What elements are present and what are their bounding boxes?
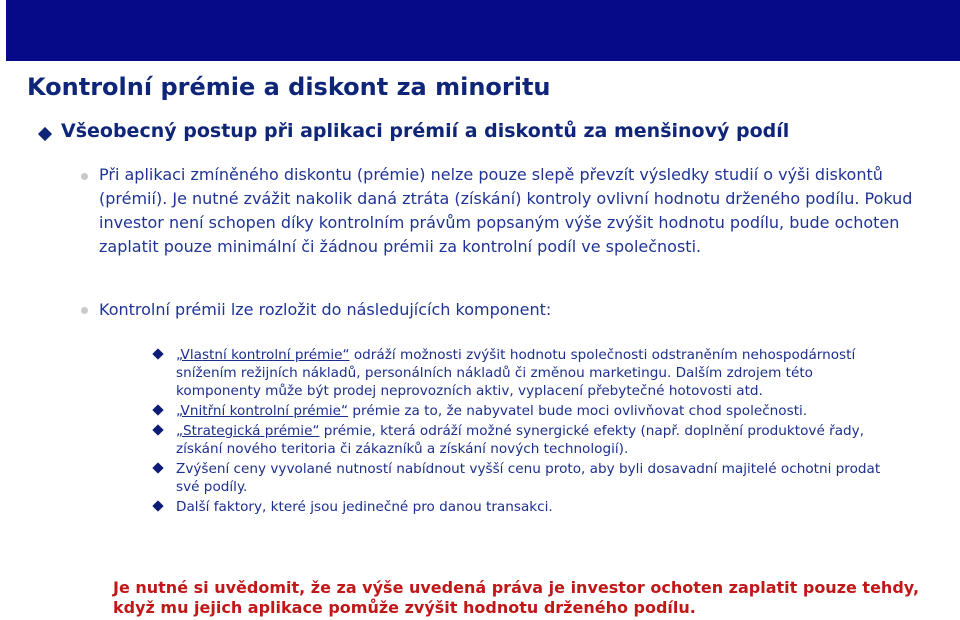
item-term: „Strategická prémie“ [176, 423, 320, 439]
component-list [150, 346, 890, 518]
section-heading-text: Všeobecný postup při aplikaci prémií a diskontů za menšinový podíl [61, 120, 790, 142]
list-item [150, 402, 890, 420]
item-term: „Vnitřní kontrolní prémie“ [176, 403, 349, 419]
item-text: prémie, která odráží možné synergické efekty (např. doplnění produktové řady, získání nového teritoria či zákazníků a získání nových technologií). [176, 423, 865, 457]
paragraph [99, 298, 919, 322]
diamond-bullet-icon [152, 500, 163, 511]
round-bullet-icon [81, 173, 88, 180]
diamond-bullet-icon [152, 348, 163, 359]
item-text: Zvýšení ceny vyvolané nutností nabídnout vyšší cenu proto, aby byli dosavadní majitelé ochotni prodat své podíly. [176, 461, 881, 495]
diamond-bullet-icon [152, 462, 163, 473]
paragraph-text: Při aplikaci zmíněného diskontu (prémie) nelze pouze slepě převzít výsledky studií o výši diskontů (prémií). Je nutné zvážit nakolik daná ztráta (získání) kontroly ovlivní hodnotu drženého podílu. Pokud investor není schopen díky kontrolním právům popsaným výše zvýšit hodnotu podílu, bude ochoten zaplatit pouze minimální či žádnou prémii za kontrolní podíl ve společnosti. [99, 165, 913, 256]
item-text: odráží možnosti zvýšit hodnotu společnosti odstraněním nehospodárností snížením režijních nákladů, personálních nákladů či změnou marketingu. Dalším zdrojem této komponenty může být prodej neprovozních aktiv, vyplacení přebytečné hotovosti atd. [176, 347, 856, 399]
item-term: „Vlastní kontrolní prémie“ [176, 347, 350, 363]
diamond-bullet-icon [152, 424, 163, 435]
header-bar [6, 0, 960, 61]
slide-title: Kontrolní prémie a diskont za minoritu [27, 73, 551, 101]
item-text: Další faktory, které jsou jedinečné pro danou transakci. [176, 499, 553, 515]
diamond-bullet-icon [152, 404, 163, 415]
highlight-note: Je nutné si uvědomit, že za výše uvedená práva je investor ochoten zaplatit pouze tehdy, když mu jejich aplikace pomůže zvýšit hodnotu drženého podílu. [113, 578, 920, 617]
paragraph [99, 163, 919, 259]
list-item [150, 346, 890, 400]
list-item [150, 422, 890, 458]
round-bullet-icon [81, 307, 88, 314]
list-item [150, 460, 890, 496]
item-text: prémie za to, že nabyvatel bude moci ovlivňovat chod společnosti. [348, 403, 808, 419]
diamond-bullet-icon [38, 127, 52, 141]
list-item [150, 498, 890, 516]
paragraph-text: Kontrolní prémii lze rozložit do následujících komponent: [99, 300, 552, 319]
